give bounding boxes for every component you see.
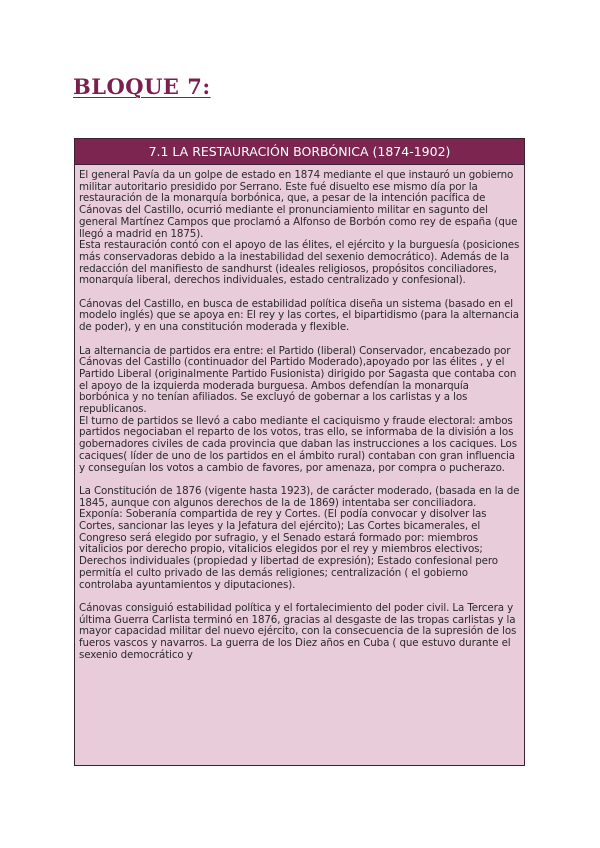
paragraph-sistema-canovista: Cánovas del Castillo, en busca de estabilidad política diseña un sistema (basado en el modelo inglés) que se apoya en: El rey y las cortes, el bipartidismo (para la alternancia de poder), y en una constitución moderada y flexible. [79, 297, 519, 334]
paragraph-estabilidad: Cánovas consiguió estabilidad política y el fortalecimiento del poder civil. La Tercera y última Guerra Carlista terminó en 1876, gracias al desgaste de las tropas carlistas y la mayor capacidad militar del nuevo ejército, con la consecuencia de la supresión de los fueros vascos y navarros. La guerra de los Diez años en Cuba ( que estuvo durante el sexenio democrático y [79, 601, 517, 661]
paragraph-constitucion-1876: La Constitución de 1876 (vigente hasta 1923), de carácter moderado, (basada en la de 1845, aunque con algunos derechos de la de 1869) intentaba ser conciliadora. Exponía: Soberanía compartida de rey y Cortes. (El podía convocar y disolver las Cortes, sancionar las leyes y la Jefatura del ejército); Las Cortes bicamerales, el Congreso será elegido por sufragio, y el Senado estará formado por: miembros vitalicios por derecho propio, vitalicios elegidos por el rey y miembros electivos; Derechos individuales (propiedad y libertad de expresión); Estado confesional pero permitía el culto privado de las demás religiones; centralización ( el gobierno controlaba ayuntamientos y diputaciones). [79, 484, 520, 591]
section-panel [74, 138, 525, 766]
block-title: BLOQUE 7: [73, 74, 211, 99]
paragraph-alternancia-caciquismo: La alternancia de partidos era entre: el Partido (liberal) Conservador, encabezado por Cánovas del Castillo (continuador del Partido Moderado),apoyado por las élites , y el Partido Liberal (originalmente Partido Fusionista) dirigido por Sagasta que contaba con el apoyo de la izquierda moderada burguesa. Ambos defendían la monarquía borbónica y no tenían afiliados. Se excluyó de gobernar a los carlistas y a los republicanos. El turno de partidos se llevó a cabo mediante el caciquismo y fraude electoral: ambos partidos negociaban el reparto de los votos, tras ello, se informaba de la división a los gobernadores civiles de cada provincia que daban las instrucciones a los caciques. Los caciques( líder de uno de los partidos en el ámbito rural) contaban con gran influencia y conseguían los votos a cambio de favores, por amenaza, por compra o pucherazo. [79, 344, 517, 474]
section-title: 7.1 LA RESTAURACIÓN BORBÓNICA (1874-1902) [75, 139, 524, 165]
section-body [75, 165, 524, 661]
paragraph-golpe-restauracion: El general Pavía da un golpe de estado en 1874 mediante el que instauró un gobierno militar autoritario presidido por Serrano. Este fué disuelto ese mismo día por la restauración de la monarquía borbónica, que, a pesar de la intención pacífica de Cánovas del Castillo, ocurrió mediante el pronunciamiento militar en sagunto del general Martínez Campos que proclamó a Alfonso de Borbón como rey de españa (que llegó a madrid en 1875). Esta restauración contó con el apoyo de las élites, el ejército y la burguesía (posiciones más conservadoras debido a la inestabilidad del sexenio democrático). Además de la redacción del manifiesto de sandhurst (ideales religiosos, propósitos conciliadores, monarquía liberal, derechos individuales, estado centralizado y confesional). [79, 169, 520, 287]
